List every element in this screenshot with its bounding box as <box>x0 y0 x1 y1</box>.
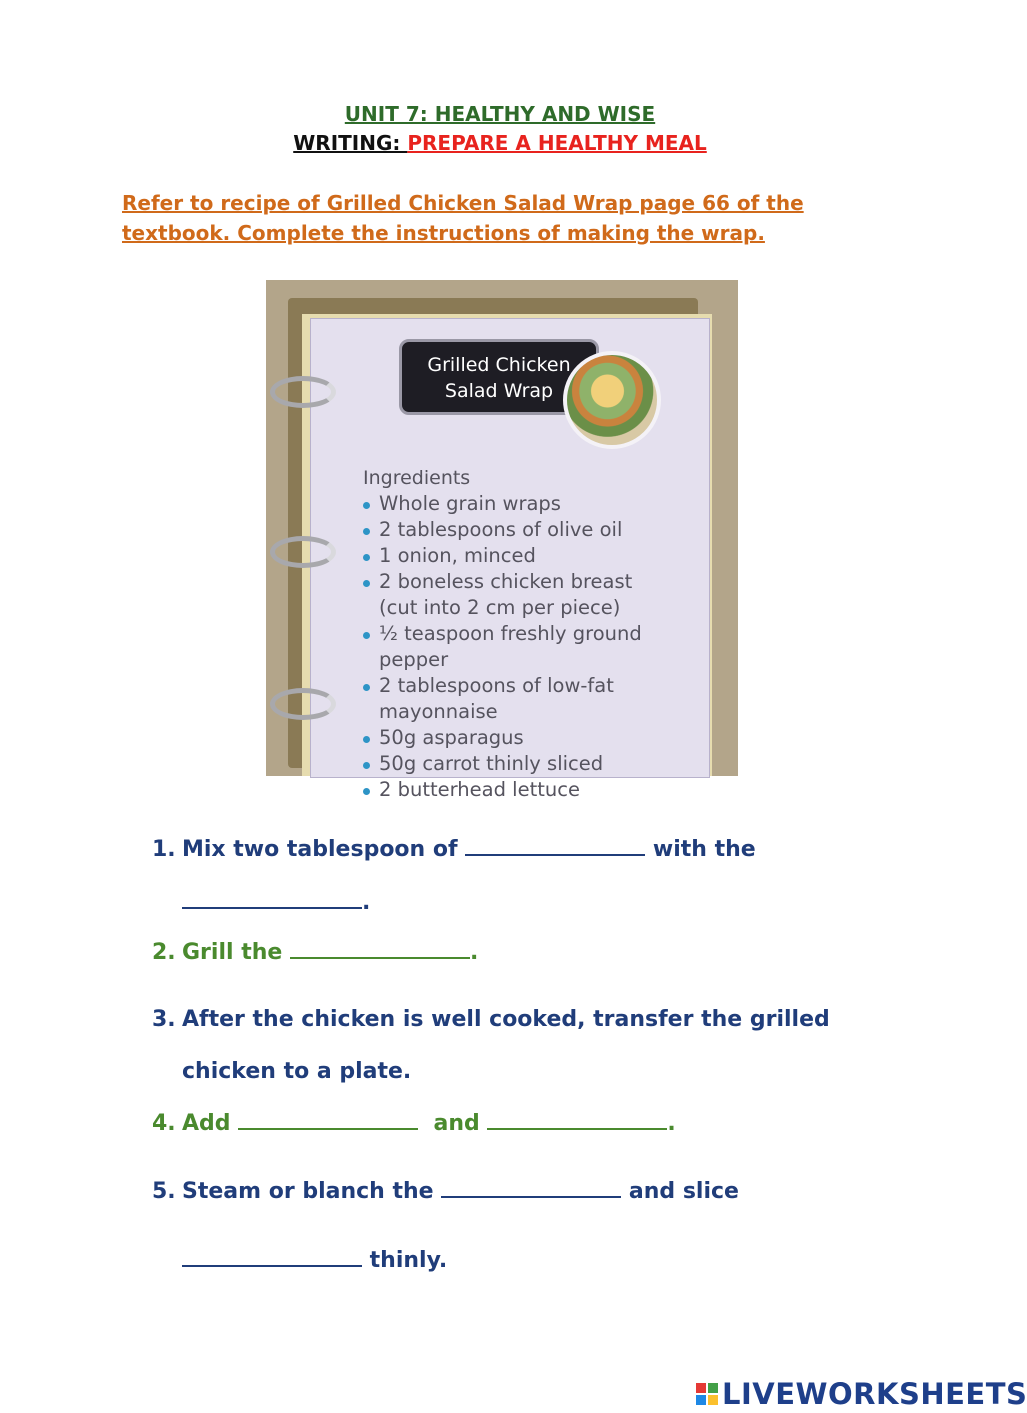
logo-square <box>696 1395 706 1405</box>
question-4: 4. Add and . <box>152 1108 676 1139</box>
ingredient-item: 50g asparagus <box>363 725 679 751</box>
ingredient-item: mayonnaise <box>379 700 498 723</box>
answer-blank[interactable] <box>182 1245 362 1267</box>
answer-blank[interactable] <box>238 1108 418 1130</box>
ingredient-item: 50g carrot thinly sliced <box>363 751 679 777</box>
question-1-line2: . <box>152 887 370 918</box>
question-1: 1. Mix two tablespoon of with the <box>152 834 756 865</box>
logo-square <box>696 1383 706 1393</box>
logo-square <box>708 1395 718 1405</box>
recipe-card-image <box>266 280 738 801</box>
ingredient-item: 1 onion, minced <box>363 543 679 569</box>
recipe-title-line2: Salad Wrap <box>444 380 554 402</box>
question-5: 5. Steam or blanch the and slice <box>152 1176 739 1207</box>
writing-label: WRITING: <box>293 131 408 155</box>
answer-blank[interactable] <box>487 1108 667 1130</box>
recipe-title-line1: Grilled Chicken <box>427 354 571 376</box>
liveworksheets-logo <box>696 1376 1027 1412</box>
writing-title <box>0 129 1000 157</box>
question-3-line2: chicken to a plate. <box>182 1059 412 1084</box>
ingredient-item: 2 tablespoons of olive oil <box>363 517 679 543</box>
answer-blank[interactable] <box>182 887 362 909</box>
ingredients-list <box>363 491 679 803</box>
answer-blank[interactable] <box>441 1176 621 1198</box>
logo-square <box>708 1383 718 1393</box>
ingredients-heading: Ingredients <box>363 467 471 489</box>
binder-ring <box>270 376 336 408</box>
food-photo <box>563 351 661 449</box>
writing-task: PREPARE A HEALTHY MEAL <box>407 131 707 155</box>
question-5-line2: thinly. <box>152 1245 447 1276</box>
logo-text: LIVEWORKSHEETS <box>722 1377 1027 1411</box>
ingredient-item: 2 boneless chicken breast <box>363 569 679 595</box>
ingredient-item: pepper <box>379 648 449 671</box>
binder-ring <box>270 536 336 568</box>
ingredient-item: 2 butterhead lettuce <box>363 777 679 803</box>
answer-blank[interactable] <box>465 834 645 856</box>
question-2: 2. Grill the . <box>152 937 478 968</box>
ingredient-item: (cut into 2 cm per piece) <box>379 596 621 619</box>
binder-ring <box>270 688 336 720</box>
logo-mark-icon <box>696 1383 718 1405</box>
answer-blank[interactable] <box>290 937 470 959</box>
recipe-card <box>310 318 710 801</box>
ingredient-item: 2 tablespoons of low-fat <box>363 673 679 699</box>
question-3: 3. After the chicken is well cooked, transfer the grilled <box>152 1007 830 1032</box>
ingredient-item: ½ teaspoon freshly ground <box>363 621 679 647</box>
instruction-text: Refer to recipe of Grilled Chicken Salad Wrap page 66 of the textbook. Complete the instructions of making the wrap. <box>122 191 804 245</box>
unit-title: UNIT 7: HEALTHY AND WISE <box>344 102 656 126</box>
ingredient-item: Whole grain wraps <box>363 491 679 517</box>
